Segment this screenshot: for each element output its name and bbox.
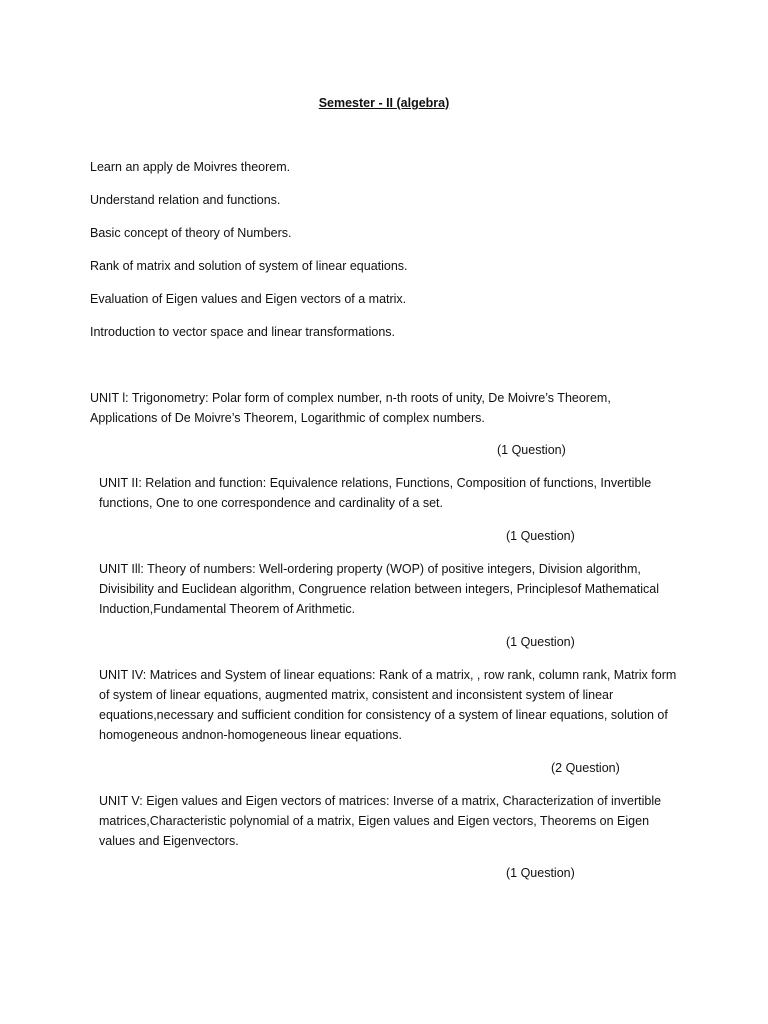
objective-item: Understand relation and functions. [90, 193, 281, 207]
unit-4-marks: (2 Question) [551, 761, 620, 775]
objective-item: Introduction to vector space and linear transformations. [90, 325, 396, 339]
unit-5 [99, 791, 669, 851]
unit-2 [99, 473, 669, 513]
unit-4-text: UNIT IV: Matrices and System of linear equations: Rank of a matrix, , row rank, column rank, Matrix form of system of linear equations, augmented matrix, consistent and inconsistent system of linear equations,necessary and sufficient condition for consistency of a system of linear equations, solution of homogeneous andnon-homogeneous linear equations. [99, 668, 677, 742]
unit-4 [99, 665, 684, 745]
unit-1-marks: (1 Question) [497, 443, 566, 457]
page-title: Semester - II (algebra) [318, 96, 450, 110]
objective-item: Rank of matrix and solution of system of linear equations. [90, 259, 408, 273]
unit-3-text: UNIT Ill: Theory of numbers: Well-ordering property (WOP) of positive integers, Division algorithm, Divisibility and Euclidean algorithm, Congruence relation between integers, Principlesof Mathematical Induction,Fundamental Theorem of Arithmetic. [99, 562, 660, 616]
unit-2-text: UNIT II: Relation and function: Equivalence relations, Functions, Composition of functions, Invertible functions, One to one correspondence and cardinality of a set. [99, 476, 652, 510]
unit-3-marks: (1 Question) [506, 635, 575, 649]
unit-3 [99, 559, 679, 619]
unit-5-marks: (1 Question) [506, 866, 575, 880]
objective-item: Learn an apply de Moivres theorem. [90, 160, 291, 174]
objective-item: Basic concept of theory of Numbers. [90, 226, 292, 240]
unit-1-text: UNIT l: Trigonometry: Polar form of complex number, n-th roots of unity, De Moivre’s Theorem, Applications of De Moivre’s Theorem, Logarithmic of complex numbers. [90, 391, 611, 425]
unit-2-marks: (1 Question) [506, 529, 575, 543]
objectives-list [90, 157, 690, 355]
objective-item: Evaluation of Eigen values and Eigen vectors of a matrix. [90, 292, 407, 306]
unit-1 [90, 388, 635, 428]
unit-5-text: UNIT V: Eigen values and Eigen vectors of matrices: Inverse of a matrix, Characterization of invertible matrices,Characteristic polynomial of a matrix, Eigen values and Eigen vectors, Theorems on Eigen values and Eigenvectors. [99, 794, 662, 848]
